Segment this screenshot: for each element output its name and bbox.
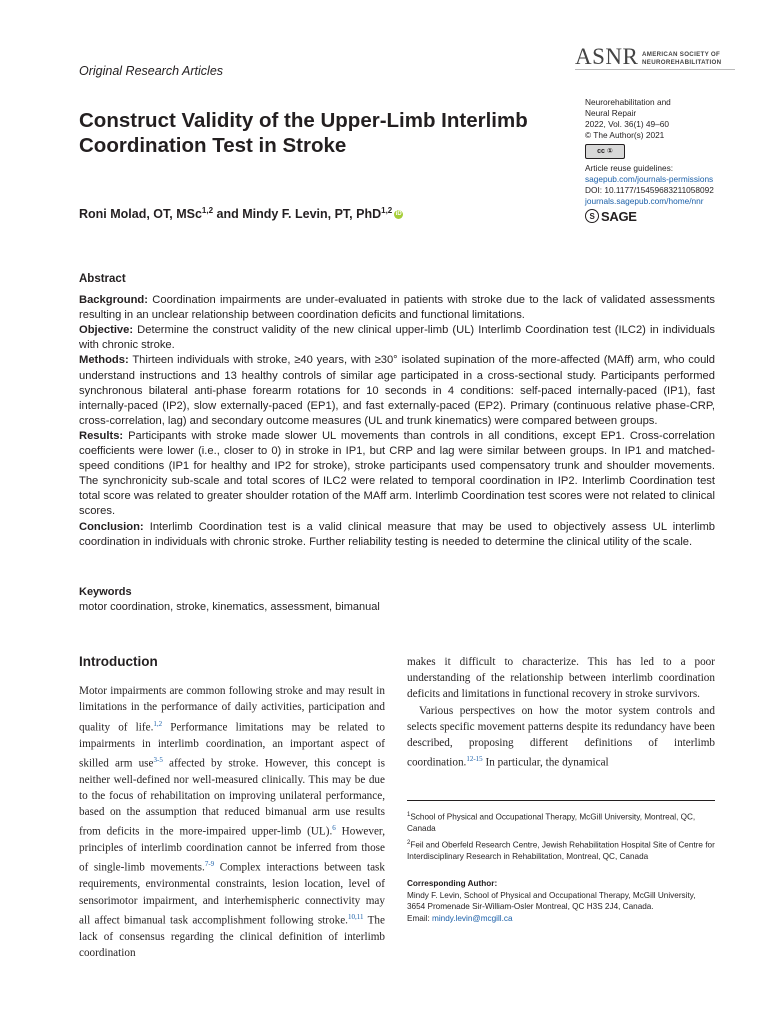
aff-2-text: Feil and Oberfeld Research Centre, Jewish Rehabilitation Hospital Site of Centre for Interdisciplinary Research in Rehabilitation, Montreal, QC, Canada (407, 840, 715, 861)
reuse-label: Article reuse guidelines: (585, 163, 674, 173)
article-title: Construct Validity of the Upper-Limb Interlimb Coordination Test in Stroke (79, 109, 528, 157)
citation-link[interactable]: 7-9 (204, 860, 215, 869)
intro-column-left (79, 654, 385, 961)
background-label: Background: (79, 294, 148, 307)
section-label: Original Research Articles (79, 64, 224, 78)
methods-label: Methods: (79, 354, 129, 367)
email-link[interactable]: mindy.levin@mcgill.ca (432, 913, 513, 923)
intro-text: Motor impairments are common following stroke and may result in limitations in the performance of daily activities, participation and quality of life. (79, 685, 385, 734)
author-2-affiliation: 1,2 (381, 206, 393, 215)
logo-divider (575, 69, 735, 70)
methods-text: Thirteen individuals with stroke, ≥40 years, with ≥30° isolated supination of the more-affected (MAff) arm, who could understand instructions and 13 healthy controls of similar age participated in a cross-sectional study. Participants performed synchronous bilateral anti-phase forearm rotations for 10 seconds in 4 conditions: self-paced internally-paced (IP1), fast internally-paced (IP2), slow externally-paced (EP1), and fast externally-paced (EP2). Primary (continuous relative phase-CRP, cross-correlation, lag) and secondary outcome measures (UL and trunk kinematics) were compared between groups. (79, 354, 715, 427)
intro-text: affected by stroke. However, this concept is neither well-defined nor well-measured clinically. This may be due to the focus of rehabilitation on improving unilateral performance, based on the assumption that reduced bimanual arm use results from deficits in the more-impaired upper-limb (UL). (79, 757, 385, 839)
author-line (79, 206, 403, 221)
sage-circle-icon: S (585, 209, 599, 223)
objective-text: Determine the construct validity of the new clinical upper-limb (UL) Interlimb Coordination test (ILC2) in individuals with chronic stroke. (79, 324, 715, 352)
abstract-heading: Abstract (79, 273, 126, 285)
abstract-objective (79, 323, 715, 353)
volume-info: 2022, Vol. 36(1) 49–60 (585, 119, 669, 129)
abstract-background (79, 293, 715, 323)
logo-society-name (642, 51, 721, 66)
intro-paragraph-1 (79, 683, 385, 961)
results-text: Participants with stroke made slower UL movements than controls in all conditions, except EP1. Cross-correlation coefficients were lower (i.e., closer to 0) in stroke in IP1, but CRP and lag were similar between groups. In IP1 and matched-speed conditions (IP1 for healthy and IP2 for stroke), stroke participants used compensatory trunk and shoulder movements. The synchronicity sub-scale and total scores of ILC2 were related to temporal coordination in IP2. Interlimb Coordination test total score was related to greater shoulder rotation of the MAff arm. Interlimb Coordination test scores were not related to clinical scores. (79, 429, 715, 518)
abstract-results (79, 429, 715, 520)
aff-2-number: 2 (407, 839, 411, 846)
footnote-divider (407, 800, 715, 801)
copyright: © The Author(s) 2021 (585, 130, 665, 140)
citation-link[interactable]: 3-5 (153, 755, 163, 764)
citation-link[interactable]: 12-15 (466, 755, 483, 764)
journal-name-1: Neurorehabilitation and (585, 97, 671, 107)
author-1[interactable]: Roni Molad, OT, MSc (79, 207, 202, 222)
abstract (79, 272, 715, 550)
intro-paragraph-2: makes it difficult to characterize. This has led to a poor understanding of the relationship between interlimb coordination deficits and limitations in functional recovery in stroke survivors. (407, 656, 715, 701)
email-line (407, 913, 715, 925)
intro-text: In particular, the dynamical (482, 756, 609, 769)
journal-link[interactable]: journals.sagepub.com/home/nnr (585, 196, 704, 206)
intro-text: Various perspectives on how the motor system controls and selects specific movement patterns despite its redundancy have been described, proposing different definitions of interlimb coordination. (407, 704, 715, 769)
intro-paragraph-3 (407, 703, 715, 772)
sage-logo[interactable] (585, 209, 755, 223)
logo-line-1: AMERICAN SOCIETY OF (642, 51, 721, 58)
corresponding-text: Mindy F. Levin, School of Physical and Occupational Therapy, McGill University, 3654 Promenade Sir-William-Osler Montreal, QC H3S 2J4, Canada. (407, 890, 696, 912)
author-joiner: and (213, 207, 243, 222)
footnotes (407, 810, 715, 927)
intro-column-right (407, 654, 715, 771)
keywords (79, 585, 715, 615)
intro-heading: Introduction (79, 654, 158, 669)
reuse-link[interactable]: sagepub.com/journals-permissions (585, 174, 714, 184)
sage-wordmark: SAGE (601, 208, 637, 224)
journal-meta (585, 97, 755, 223)
background-text: Coordination impairments are under-evaluated in patients with stroke due to the lack of validated assessments resulting in an unclear relationship between coordination deficits and functional limitations. (79, 294, 715, 322)
intro-text: The lack of consensus regarding the clinical definition of interlimb coordination (79, 914, 385, 959)
objective-label: Objective: (79, 324, 134, 337)
results-label: Results: (79, 429, 124, 442)
intro-text: Complex interactions between task requirements, environmental constraints, lesion location, level of sensorimotor impairment, and interhemispheric connectivity may all affect bimanual task accomplishment following stroke. (79, 862, 385, 927)
affiliation-2 (407, 838, 715, 863)
orcid-icon[interactable]: iD (395, 211, 402, 218)
abstract-conclusion (79, 520, 715, 550)
citation-link[interactable]: 1,2 (153, 719, 163, 728)
cc-badge-text: cc ① (597, 148, 613, 155)
citation-link[interactable]: 6 (332, 824, 336, 833)
conclusion-label: Conclusion: (79, 520, 144, 533)
keywords-heading: Keywords (79, 586, 132, 598)
author-2[interactable]: Mindy F. Levin, PT, PhD (242, 207, 382, 222)
conclusion-text: Interlimb Coordination test is a valid clinical measure that may be used to objectively assess UL interlimb coordination in individuals with chronic stroke. Further reliability testing is needed to determine the clinical utility of the scale. (79, 520, 715, 548)
abstract-methods (79, 353, 715, 428)
aff-1-number: 1 (407, 812, 411, 818)
corresponding-label: Corresponding Author: (407, 879, 498, 889)
intro-text: Performance limitations may be related to impairments in interlimb coordination, an important aspect of skilled arm use (79, 721, 385, 770)
doi: DOI: 10.1177/15459683211058092 (585, 185, 714, 195)
logo-line-2: NEUROREHABILITATION (642, 58, 722, 66)
email-label: Email: (407, 913, 433, 923)
author-1-affiliation: 1,2 (201, 206, 214, 215)
affiliation-1 (407, 810, 715, 835)
creative-commons-icon[interactable] (585, 144, 625, 159)
citation-link[interactable]: 10,11 (347, 912, 364, 921)
aff-1-text: School of Physical and Occupational Therapy, McGill University, Montreal, QC, Canada (407, 812, 696, 834)
asnr-logo[interactable] (575, 44, 735, 74)
keywords-list: motor coordination, stroke, kinematics, assessment, bimanual (79, 601, 380, 613)
journal-name-2: Neural Repair (585, 108, 637, 118)
logo-mark: ASNR (575, 44, 639, 69)
intro-text: However, principles of interlimb coordination cannot be inferred from those of single-limb movements. (79, 826, 386, 875)
